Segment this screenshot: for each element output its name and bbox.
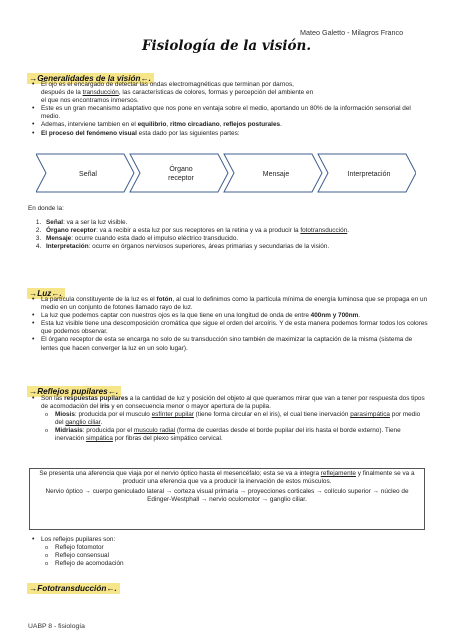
section-heading-reflejos: →Reflejos pupilares←. [27,381,121,399]
flow-label-interpretation: Interpretación [347,171,391,178]
section-heading-generalidades: →Generalidades de la visión←. [27,68,154,86]
list-item: • Este es un gran mecanismo adaptativo que nos pone en ventaja sobre el medio, aportando un 80% de la información sensorial del medio. [41,105,428,121]
process-definitions [28,219,423,251]
page-title: Fisiología de la visión. [141,38,312,54]
list-item: • El ojo es el encargado de detectar las ondas electromagnéticas que terminan por darnos, después de la transducción, las características de colores, formas y percepción del ambiente en el que nos encontramos inmersos. [41,81,428,105]
list-item: • El órgano receptor de esta se encarga no solo de su transducción sino también de maximizar la captación de la misma (sistema de lentes que hacen converger la luz en un solo lugar). [41,336,428,352]
list-item: 3. Mensaje: ocurre cuando esta dado el impulso eléctrico transducido. [43,235,423,243]
list-item: • El proceso del fenómeno visual esta dado por las siguientes partes: [41,130,428,138]
section-heading-fototransduccion: →Fototransducción←. [27,578,120,596]
list-item: o Reflejo de acomodación [55,560,428,568]
list-item: 4. Interpretación: ocurre en órganos nerviosos superiores, áreas primarias y secundarias de la visión. [43,243,423,251]
footer: UABP 8 - fisiología [28,623,85,630]
list-item: 2. Órgano receptor: va a recibir a esta luz por sus receptores en la retina y va a producir la fototransducción. [43,227,423,235]
en-donde-label: En donde la: [28,205,64,212]
section-heading-luz: →Luz←. [27,283,65,301]
authors: Mateo Galetto - Milagros Franco [300,28,404,37]
list-item: • Son las respuestas pupilares a la cantidad de luz y posición del objeto al que queramos mirar que van a tener por respuesta dos tipos de acomodación del iris y en consecuencia menor o mayor apertura de la pupila. o Miosis: producida por el musculo esfínter pupilar (tiene forma circular en el iris), el cual tiene inervación parasimpática por medio del ganglio ciliar. o Midriasis: producida por el musculo radial (forma de cuerdas desde el borde pupilar del iris hasta el borde externo). Tiene inervación simpática por fibras del plexo simpático cervical. [41,395,428,444]
list-item: • La partícula constituyente de la luz es el fotón, al cual lo definimos como la partícula mínima de energía luminosa que se propaga en un medio en un conjunto de fotones llamado rayo de luz. [41,296,428,312]
box-paragraph-2: Nervio óptico → cuerpo geniculado lateral → corteza visual primaria → proyecciones corticales → colículo superior → núcleo de Edinger-Westphall → nervio oculomotor → ganglio ciliar. [45,488,409,504]
list-item: • La luz que podemos captar con nuestros ojos es la que tiene en una longitud de onda de entre 400nm y 700nm. [41,312,428,320]
flow-label-message: Mensaje [262,171,290,178]
flow-label-receptor-l1: Órgano [169,166,193,173]
luz-list [28,296,428,353]
list-item: o Midriasis: producida por el musculo radial (forma de cuerdas desde el borde pupilar del iris hasta el borde externo). Tiene inervación simpática por fibras del plexo simpático cervical. [55,427,428,443]
list-item: o Reflejo fotomotor [55,544,428,552]
list-item: o Miosis: producida por el musculo esfínter pupilar (tiene forma circular en el iris), el cual tiene inervación parasimpática por medio del ganglio ciliar. [55,411,428,427]
box-paragraph-1: Se presenta una aferencia que viaja por el nervio óptico hasta el mesencéfalo; esta se va a integra reflejamente y finalmente se va a producir una eferencia que va a producir la inervación de estos músculos. [39,470,415,486]
flow-label-signal: Señal [79,171,97,178]
list-item: • Los reflejos pupilares son: o Reflejo fotomotor o Reflejo consensual o Reflejo de acomodación [41,536,428,568]
flow-step-receptor [130,154,228,192]
list-item: 1. Señal: va a ser la luz visible. [43,219,423,227]
generalidades-list [28,81,428,138]
afferent-pathway-box [29,468,425,530]
reflejos-types-list [28,536,428,568]
list-item: • Ademas, interviene tambien en el equilibrio, ritmo circadiano, reflejos posturales. [41,121,428,129]
flow-label-receptor-l2: receptor [168,175,194,182]
list-item: o Reflejo consensual [55,552,428,560]
reflejos-list [28,395,428,444]
list-item: • Esta luz visible tiene una descomposición cromática que sigue el orden del arcoíris. Y de esta manera podemos formar todos los colores que podemos observar. [41,320,428,336]
process-flow [36,153,416,198]
